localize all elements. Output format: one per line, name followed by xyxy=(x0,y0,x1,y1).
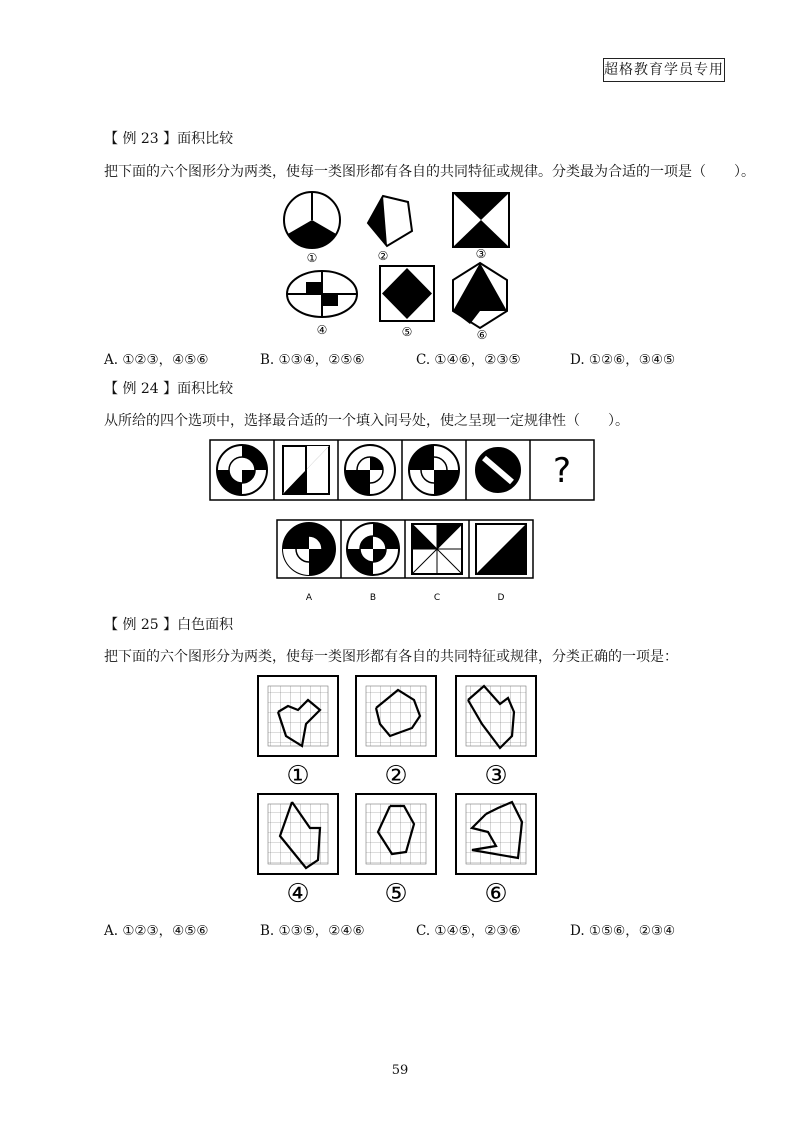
q23-label-5: ⑤ xyxy=(401,325,413,339)
q25-option-d: D. ①⑤⑥，②③④ xyxy=(570,923,676,939)
q24-question-mark: ? xyxy=(552,451,572,491)
q25-figure-5 xyxy=(356,794,436,874)
q23-figure-2 xyxy=(368,196,412,246)
q24-question: 从所给的四个选项中，选择最合适的一个填入问号处，使之呈现一定规律性（ ）。 xyxy=(104,413,629,429)
q25-heading: 【 例 25 】白色面积 xyxy=(104,617,234,633)
q25-label-1: ① xyxy=(286,761,310,791)
q25-figure-2 xyxy=(356,676,436,756)
q24-choice-b xyxy=(347,523,399,575)
q25-label-2: ② xyxy=(384,761,408,791)
q25-label-3: ③ xyxy=(484,761,508,791)
q23-figure-3 xyxy=(453,193,509,247)
q23-label-3: ③ xyxy=(475,247,487,261)
q25-figures xyxy=(250,672,550,908)
q24-label-c: C xyxy=(433,593,441,603)
q24-choice-a xyxy=(283,523,335,575)
q24-cell-3 xyxy=(345,445,395,495)
q23-question: 把下面的六个图形分为两类，使每一类图形都有各自的共同特征或规律。分类最为合适的一项是（ ）。 xyxy=(104,164,755,180)
q23-figures xyxy=(270,188,540,340)
watermark-stamp: 超格教育学员专用 xyxy=(603,58,725,82)
q25-question: 把下面的六个图形分为两类，使每一类图形都有各自的共同特征或规律，分类正确的一项是： xyxy=(104,649,678,665)
q25-label-4: ④ xyxy=(286,879,310,908)
q25-option-a: A. ①②③，④⑤⑥ xyxy=(104,923,209,939)
q24-cell-4 xyxy=(409,445,459,495)
q23-label-4: ④ xyxy=(316,323,328,337)
q24-cell-1 xyxy=(217,445,267,495)
q25-label-6: ⑥ xyxy=(484,879,508,908)
q25-figure-3 xyxy=(456,676,536,756)
q23-label-2: ② xyxy=(377,249,389,263)
q23-figure-6 xyxy=(453,263,507,328)
q24-label-b: B xyxy=(369,593,377,603)
q24-cell-2 xyxy=(283,446,329,494)
q23-option-b: B. ①③④，②⑤⑥ xyxy=(260,352,365,368)
q25-figure-6 xyxy=(456,794,536,874)
q23-label-6: ⑥ xyxy=(476,328,488,340)
q23-figure-1 xyxy=(284,192,340,248)
q25-option-b: B. ①③⑤，②④⑥ xyxy=(260,923,365,939)
q23-figure-5 xyxy=(380,266,434,321)
q24-choice-c xyxy=(412,524,462,574)
q23-option-a: A. ①②③，④⑤⑥ xyxy=(104,352,209,368)
q23-option-c: C. ①④⑥，②③⑤ xyxy=(416,352,521,368)
page-number: 59 xyxy=(391,1063,409,1078)
q23-option-d: D. ①②⑥，③④⑤ xyxy=(570,352,676,368)
q23-label-1: ① xyxy=(306,251,318,265)
q25-option-c: C. ①④⑤，②③⑥ xyxy=(416,923,521,939)
q24-heading: 【 例 24 】面积比较 xyxy=(104,381,234,397)
q24-choices xyxy=(275,518,535,582)
q24-choice-d xyxy=(476,524,526,574)
q25-figure-1 xyxy=(258,676,338,756)
q24-cell-5 xyxy=(476,448,520,492)
q23-heading: 【 例 23 】面积比较 xyxy=(104,131,234,147)
q25-figure-4 xyxy=(258,794,338,874)
q24-label-d: D xyxy=(497,593,505,603)
q24-sequence xyxy=(208,438,596,504)
q24-label-a: A xyxy=(305,593,313,603)
q24-choice-labels xyxy=(275,588,535,604)
q23-figure-4 xyxy=(287,271,357,317)
q25-label-5: ⑤ xyxy=(384,879,408,908)
